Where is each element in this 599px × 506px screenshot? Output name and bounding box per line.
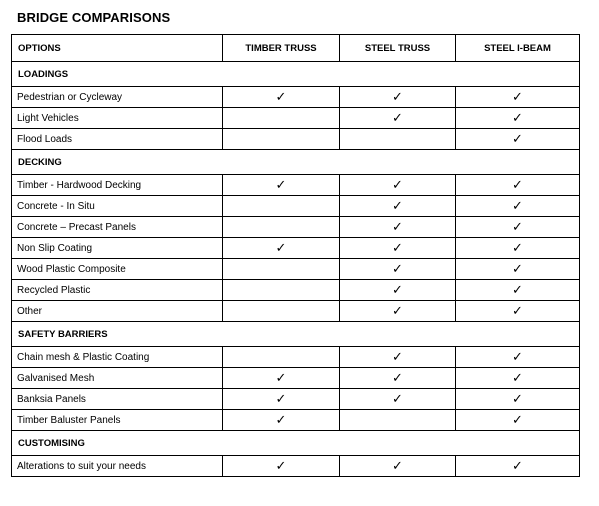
check-cell xyxy=(223,87,340,108)
table-row xyxy=(12,389,580,410)
checkmark-icon: ✓ xyxy=(392,240,403,255)
check-cell xyxy=(223,259,340,280)
table-row xyxy=(12,87,580,108)
option-label: Timber Baluster Panels xyxy=(12,410,223,431)
option-label: Concrete - In Situ xyxy=(12,196,223,217)
header-timber-truss: TIMBER TRUSS xyxy=(223,35,340,62)
option-label: Pedestrian or Cycleway xyxy=(12,87,223,108)
check-cell xyxy=(340,108,456,129)
table-row xyxy=(12,368,580,389)
table-row xyxy=(12,259,580,280)
checkmark-icon: ✓ xyxy=(275,412,287,427)
checkmark-icon: ✓ xyxy=(512,303,523,318)
header-steel-truss: STEEL TRUSS xyxy=(340,35,456,62)
table-row xyxy=(12,196,580,217)
check-cell xyxy=(340,456,456,477)
checkmark-icon: ✓ xyxy=(512,261,523,276)
checkmark-icon: ✓ xyxy=(512,198,523,213)
check-cell xyxy=(340,175,456,196)
table-row xyxy=(12,175,580,196)
check-cell xyxy=(456,238,580,259)
checkmark-icon: ✓ xyxy=(512,240,523,255)
option-label: Galvanised Mesh xyxy=(12,368,223,389)
option-label: Non Slip Coating xyxy=(12,238,223,259)
check-cell xyxy=(340,259,456,280)
check-cell xyxy=(340,368,456,389)
checkmark-icon: ✓ xyxy=(392,261,403,276)
table-row xyxy=(12,347,580,368)
check-cell xyxy=(456,259,580,280)
check-cell xyxy=(223,108,340,129)
checkmark-icon: ✓ xyxy=(275,391,287,406)
check-cell xyxy=(340,389,456,410)
option-label: Concrete – Precast Panels xyxy=(12,217,223,238)
page-title: BRIDGE COMPARISONS xyxy=(17,10,171,25)
check-cell xyxy=(223,129,340,150)
check-cell xyxy=(456,456,580,477)
checkmark-icon: ✓ xyxy=(392,89,403,104)
option-label: Recycled Plastic xyxy=(12,280,223,301)
check-cell xyxy=(456,108,580,129)
checkmark-icon: ✓ xyxy=(512,177,523,192)
header-row xyxy=(12,35,580,62)
check-cell xyxy=(456,301,580,322)
checkmark-icon: ✓ xyxy=(512,349,523,364)
checkmark-icon: ✓ xyxy=(275,177,287,192)
table-row xyxy=(12,129,580,150)
section-row xyxy=(12,431,580,456)
check-cell xyxy=(456,129,580,150)
checkmark-icon: ✓ xyxy=(512,391,523,406)
check-cell xyxy=(223,389,340,410)
check-cell xyxy=(340,217,456,238)
check-cell xyxy=(456,410,580,431)
option-label: Banksia Panels xyxy=(12,389,223,410)
check-cell xyxy=(340,129,456,150)
checkmark-icon: ✓ xyxy=(392,370,403,385)
check-cell xyxy=(456,196,580,217)
checkmark-icon: ✓ xyxy=(392,177,403,192)
table-row xyxy=(12,280,580,301)
check-cell xyxy=(223,368,340,389)
table-row xyxy=(12,108,580,129)
section-heading: LOADINGS xyxy=(12,62,580,87)
table-row xyxy=(12,301,580,322)
checkmark-icon: ✓ xyxy=(512,370,523,385)
check-cell xyxy=(223,347,340,368)
section-row xyxy=(12,62,580,87)
checkmark-icon: ✓ xyxy=(512,282,523,297)
option-label: Flood Loads xyxy=(12,129,223,150)
table-row xyxy=(12,217,580,238)
checkmark-icon: ✓ xyxy=(392,303,403,318)
option-label: Other xyxy=(12,301,223,322)
check-cell xyxy=(456,389,580,410)
checkmark-icon: ✓ xyxy=(512,110,523,125)
check-cell xyxy=(456,217,580,238)
section-heading: CUSTOMISING xyxy=(12,431,580,456)
check-cell xyxy=(223,456,340,477)
checkmark-icon: ✓ xyxy=(275,370,287,385)
check-cell xyxy=(456,368,580,389)
checkmark-icon: ✓ xyxy=(512,89,523,104)
section-heading: DECKING xyxy=(12,150,580,175)
check-cell xyxy=(223,196,340,217)
table-row xyxy=(12,456,580,477)
checkmark-icon: ✓ xyxy=(392,282,403,297)
checkmark-icon: ✓ xyxy=(512,131,523,146)
check-cell xyxy=(456,175,580,196)
check-cell xyxy=(223,175,340,196)
section-row xyxy=(12,150,580,175)
section-heading: SAFETY BARRIERS xyxy=(12,322,580,347)
check-cell xyxy=(340,196,456,217)
comparison-table xyxy=(11,34,580,477)
checkmark-icon: ✓ xyxy=(512,219,523,234)
option-label: Timber - Hardwood Decking xyxy=(12,175,223,196)
option-label: Wood Plastic Composite xyxy=(12,259,223,280)
check-cell xyxy=(456,347,580,368)
checkmark-icon: ✓ xyxy=(275,240,287,255)
section-row xyxy=(12,322,580,347)
check-cell xyxy=(223,217,340,238)
check-cell xyxy=(340,301,456,322)
check-cell xyxy=(456,87,580,108)
header-steel-i-beam: STEEL I-BEAM xyxy=(456,35,580,62)
checkmark-icon: ✓ xyxy=(392,458,403,473)
checkmark-icon: ✓ xyxy=(392,198,403,213)
header-options: OPTIONS xyxy=(12,35,223,62)
check-cell xyxy=(456,280,580,301)
checkmark-icon: ✓ xyxy=(275,89,287,104)
check-cell xyxy=(223,301,340,322)
check-cell xyxy=(340,410,456,431)
check-cell xyxy=(340,347,456,368)
table-row xyxy=(12,238,580,259)
checkmark-icon: ✓ xyxy=(512,412,523,427)
checkmark-icon: ✓ xyxy=(275,458,287,473)
check-cell xyxy=(223,238,340,259)
checkmark-icon: ✓ xyxy=(392,391,403,406)
table-row xyxy=(12,410,580,431)
check-cell xyxy=(223,410,340,431)
checkmark-icon: ✓ xyxy=(392,219,403,234)
checkmark-icon: ✓ xyxy=(512,458,523,473)
checkmark-icon: ✓ xyxy=(392,349,403,364)
check-cell xyxy=(340,280,456,301)
check-cell xyxy=(223,280,340,301)
option-label: Alterations to suit your needs xyxy=(12,456,223,477)
checkmark-icon: ✓ xyxy=(392,110,403,125)
check-cell xyxy=(340,238,456,259)
check-cell xyxy=(340,87,456,108)
option-label: Chain mesh & Plastic Coating xyxy=(12,347,223,368)
option-label: Light Vehicles xyxy=(12,108,223,129)
